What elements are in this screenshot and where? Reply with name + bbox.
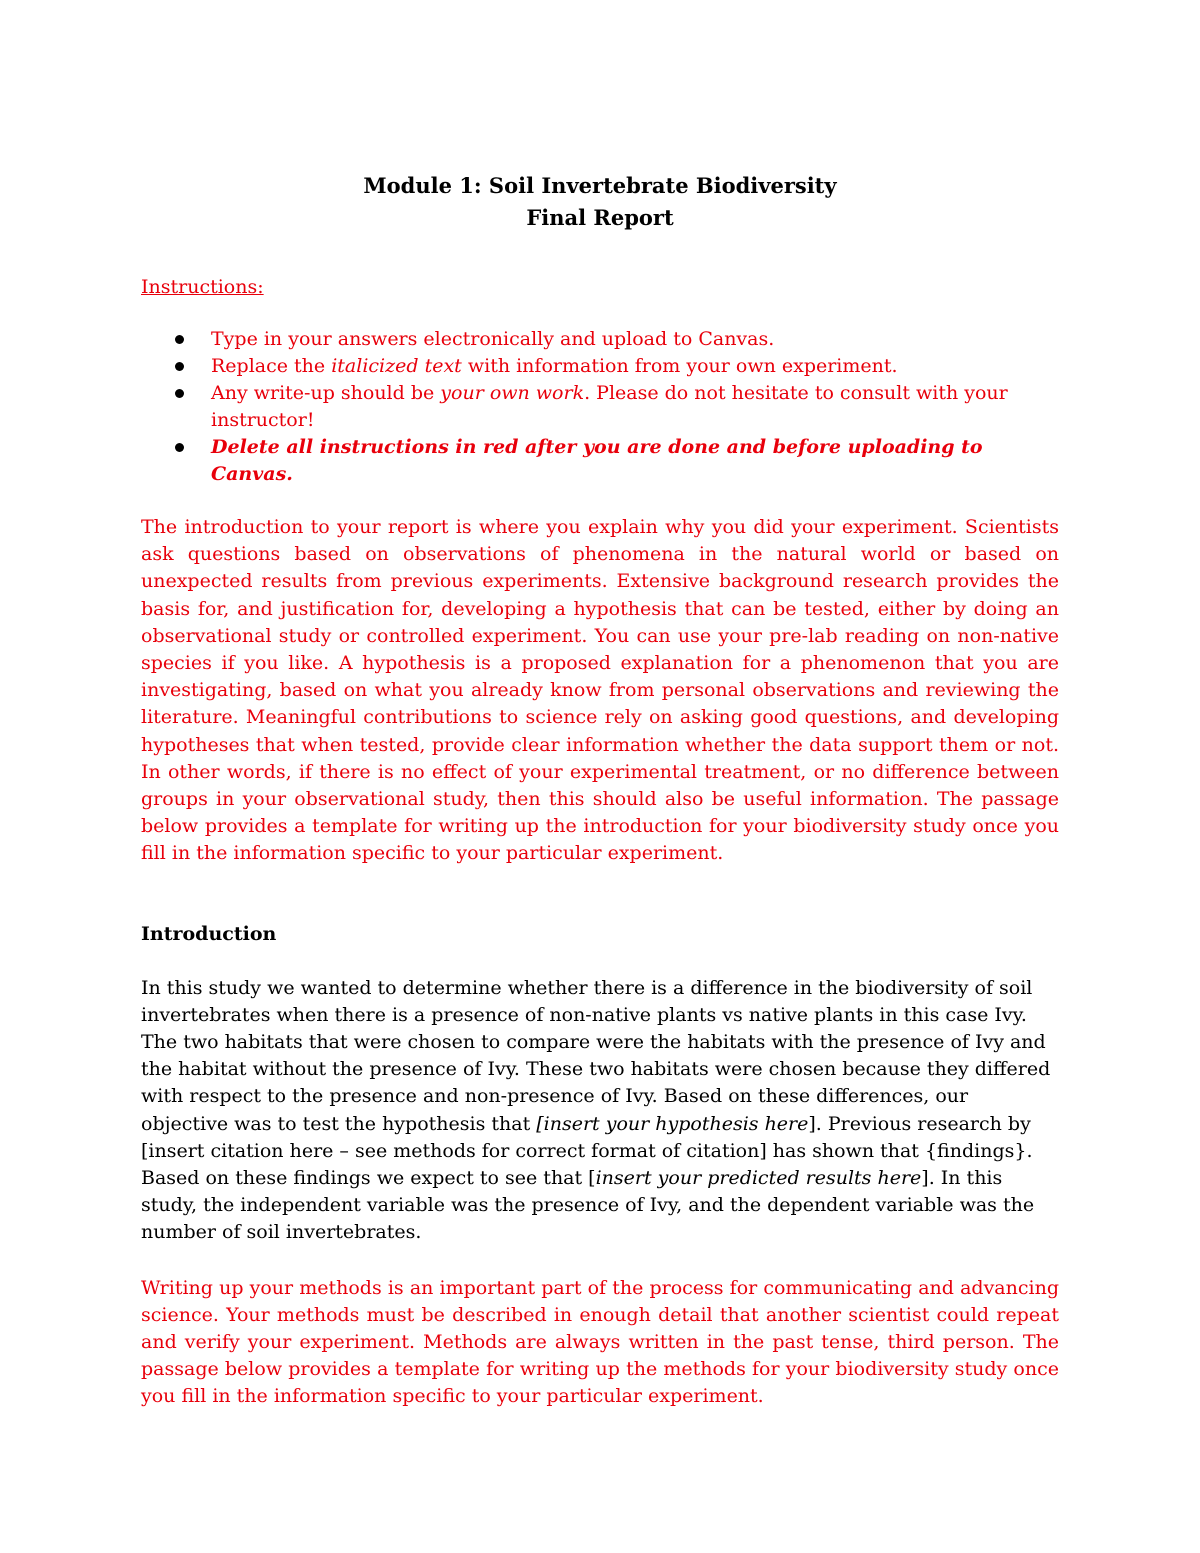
intro-placeholder-hypothesis: [insert your hypothesis here [536,1112,809,1135]
bullet-text: Type in your answers electronically and upload to Canvas. [211,328,775,350]
introduction-instructions: The introduction to your report is where you explain why you did your experiment. Scientists ask questions based on observations of phenomena in the natural world or based on unexpected results from previous experiments. Extensive background research provides the basis for, and justification for, developing a hypothesis that can be tested, either by doing an observational study or controlled experiment. You can use your pre-lab reading on non-native species if you like. A hypothesis is a proposed explanation for a phenomenon that you are investigating, based on what you already know from personal observations and reviewing the literature. Meaningful contributions to science rely on asking good questions, and developing hypotheses that when tested, provide clear information whether the data support them or not. In other words, if there is no effect of your experimental treatment, or no difference between groups in your observational study, then this should also be useful information. The passage below provides a template for writing up the introduction for your biodiversity study once you fill in the information specific to your particular experiment. [141,516,1059,865]
methods-instructions: Writing up your methods is an important part of the process for communicating and advancing science. Your methods must be described in enough detail that another scientist could repeat and verify your experiment. Methods are always written in the past tense, third person. The passage below provides a template for writing up the methods for your biodiversity study once you fill in the information specific to your particular experiment. [141,1276,1059,1408]
title-line-1: Module 1: Soil Invertebrate Biodiversity [363,173,837,198]
instructions-heading: Instructions: [141,276,264,298]
bullet-text-after: with information from your own experiment. [461,355,898,377]
intro-text-2: ]. Previous research by [insert citation here – see methods for correct format of citation] has shown that {findings}. Based on these findings we expect to see that [ [141,1112,1033,1190]
intro-placeholder-results: insert your predicted results here [595,1167,922,1190]
bullet-text: Delete all instructions in red after you are done and before uploading to Canvas. [211,436,983,485]
instructions-list [141,326,1059,488]
bullet-text-after: . Please do not hesitate to consult with your instructor! [211,382,1008,431]
list-item [141,434,1059,488]
introduction-heading: Introduction [141,922,277,945]
bullet-text-before: Replace the [211,355,332,377]
list-item [141,380,1059,434]
bullet-icon [175,362,184,371]
list-item [141,326,1059,353]
intro-text-3: ]. In this study, the independent variable was the presence of Ivy, and the dependent variable was the number of soil invertebrates. [141,1167,1035,1244]
bullet-icon [175,443,184,452]
bullet-text-italic: your own work [440,382,585,404]
bullet-text-italic: italicized text [331,355,462,377]
document-title [141,170,1059,234]
bullet-icon [175,389,184,398]
page-content [141,170,1059,1411]
list-item [141,353,1059,380]
bullet-text-before: Any write-up should be [211,382,441,404]
introduction-body [141,975,1059,1247]
bullet-icon [175,335,184,344]
title-line-2: Final Report [526,205,674,230]
intro-text-1: In this study we wanted to determine whether there is a difference in the biodiversity of soil invertebrates when there is a presence of non-native plants vs native plants in this case Ivy. The two habitats that were chosen to compare were the habitats with the presence of Ivy and the habitat without the presence of Ivy. These two habitats were chosen because they differed with respect to the presence and non-presence of Ivy. Based on these differences, our objective was to test the hypothesis that [141,976,1051,1135]
